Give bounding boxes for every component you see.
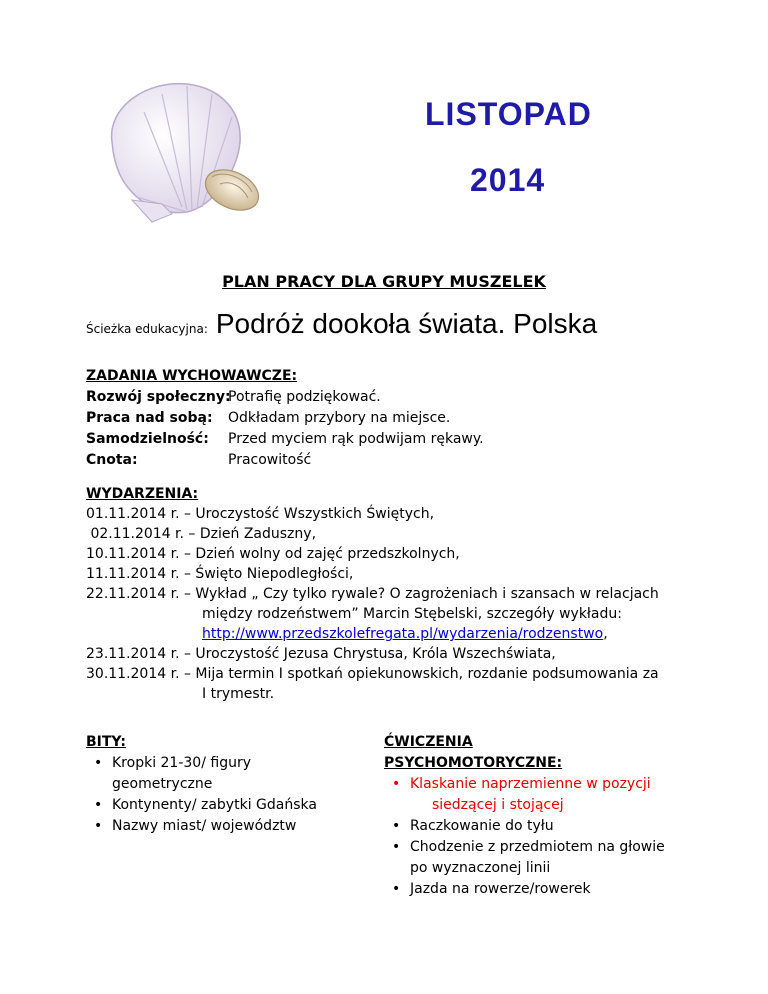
bity-list <box>86 753 336 837</box>
task-label: Cnota: <box>86 452 138 468</box>
bity-section <box>86 732 336 837</box>
event-item: 11.11.2014 r. – Święto Niepodległości, <box>86 566 354 582</box>
educational-tasks <box>86 366 484 471</box>
task-row <box>86 408 484 429</box>
task-value: Odkładam przybory na miejsce. <box>228 410 451 426</box>
educational-path <box>86 308 597 340</box>
lecture-link[interactable]: http://www.przedszkolefregata.pl/wydarzenia/rodzenstwo <box>202 626 604 642</box>
year-title: 2014 <box>470 162 546 198</box>
event-item: 30.11.2014 r. – Mija termin I spotkań opiekunowskich, rozdanie podsumowania za <box>86 666 659 682</box>
list-item <box>384 774 684 816</box>
event-item: 10.11.2014 r. – Dzień wolny od zajęć przedszkolnych, <box>86 546 460 562</box>
event-item: 02.11.2014 r. – Dzień Zaduszny, <box>86 526 317 542</box>
path-value: Podróż dookoła świata. Polska <box>215 308 598 339</box>
list-item: • Raczkowanie do tyłu <box>384 816 684 837</box>
shell-illustration <box>92 72 272 232</box>
exercises-title-line1: ĆWICZENIA <box>384 734 473 750</box>
exercises-section <box>384 732 684 900</box>
event-item: 22.11.2014 r. – Wykład „ Czy tylko rywale? O zagrożeniach i szansach w relacjach <box>86 586 659 602</box>
list-item: • Kontynenty/ zabytki Gdańska <box>86 795 336 816</box>
list-item: • Nazwy miast/ województw <box>86 816 336 837</box>
event-item-continued: I trymestr. <box>202 686 275 702</box>
list-item-text: Klaskanie naprzemienne w pozycji <box>410 776 651 792</box>
link-comma: , <box>603 626 608 642</box>
task-row <box>86 450 484 471</box>
task-value: Przed myciem rąk podwijam rękawy. <box>228 431 484 447</box>
list-item: • Chodzenie z przedmiotem na głowie po wyznaczonej linii <box>384 837 684 879</box>
list-item-text-continued: siedzącej i stojącej <box>432 797 564 813</box>
list-item: • Kropki 21-30/ figury geometryczne <box>86 753 336 795</box>
bity-title: BITY: <box>86 734 126 750</box>
list-item: • Jazda na rowerze/rowerek <box>384 879 684 900</box>
event-item: 23.11.2014 r. – Uroczystość Jezusa Chrystusa, Króla Wszechświata, <box>86 646 556 662</box>
task-label: Praca nad sobą: <box>86 410 213 426</box>
task-value: Pracowitość <box>228 452 312 468</box>
events-title: WYDARZENIA: <box>86 486 199 502</box>
task-row <box>86 387 484 408</box>
event-item-continued: między rodzeństwem” Marcin Stębelski, szczegóły wykładu: <box>202 606 622 622</box>
path-label: Ścieżka edukacyjna: <box>86 322 208 336</box>
task-label: Samodzielność: <box>86 431 209 447</box>
month-title: LISTOPAD <box>425 96 592 132</box>
event-item: 01.11.2014 r. – Uroczystość Wszystkich Świętych, <box>86 506 435 522</box>
task-label: Rozwój społeczny: <box>86 389 231 405</box>
task-value: Potrafię podziękować. <box>228 389 381 405</box>
task-row <box>86 429 484 450</box>
exercises-title-line2: PSYCHOMOTORYCZNE: <box>384 755 563 771</box>
plan-heading: PLAN PRACY DLA GRUPY MUSZELEK <box>222 272 546 291</box>
tasks-title: ZADANIA WYCHOWAWCZE: <box>86 368 298 384</box>
events-section <box>86 484 706 704</box>
event-link-row <box>86 624 706 644</box>
exercises-list <box>384 774 684 900</box>
